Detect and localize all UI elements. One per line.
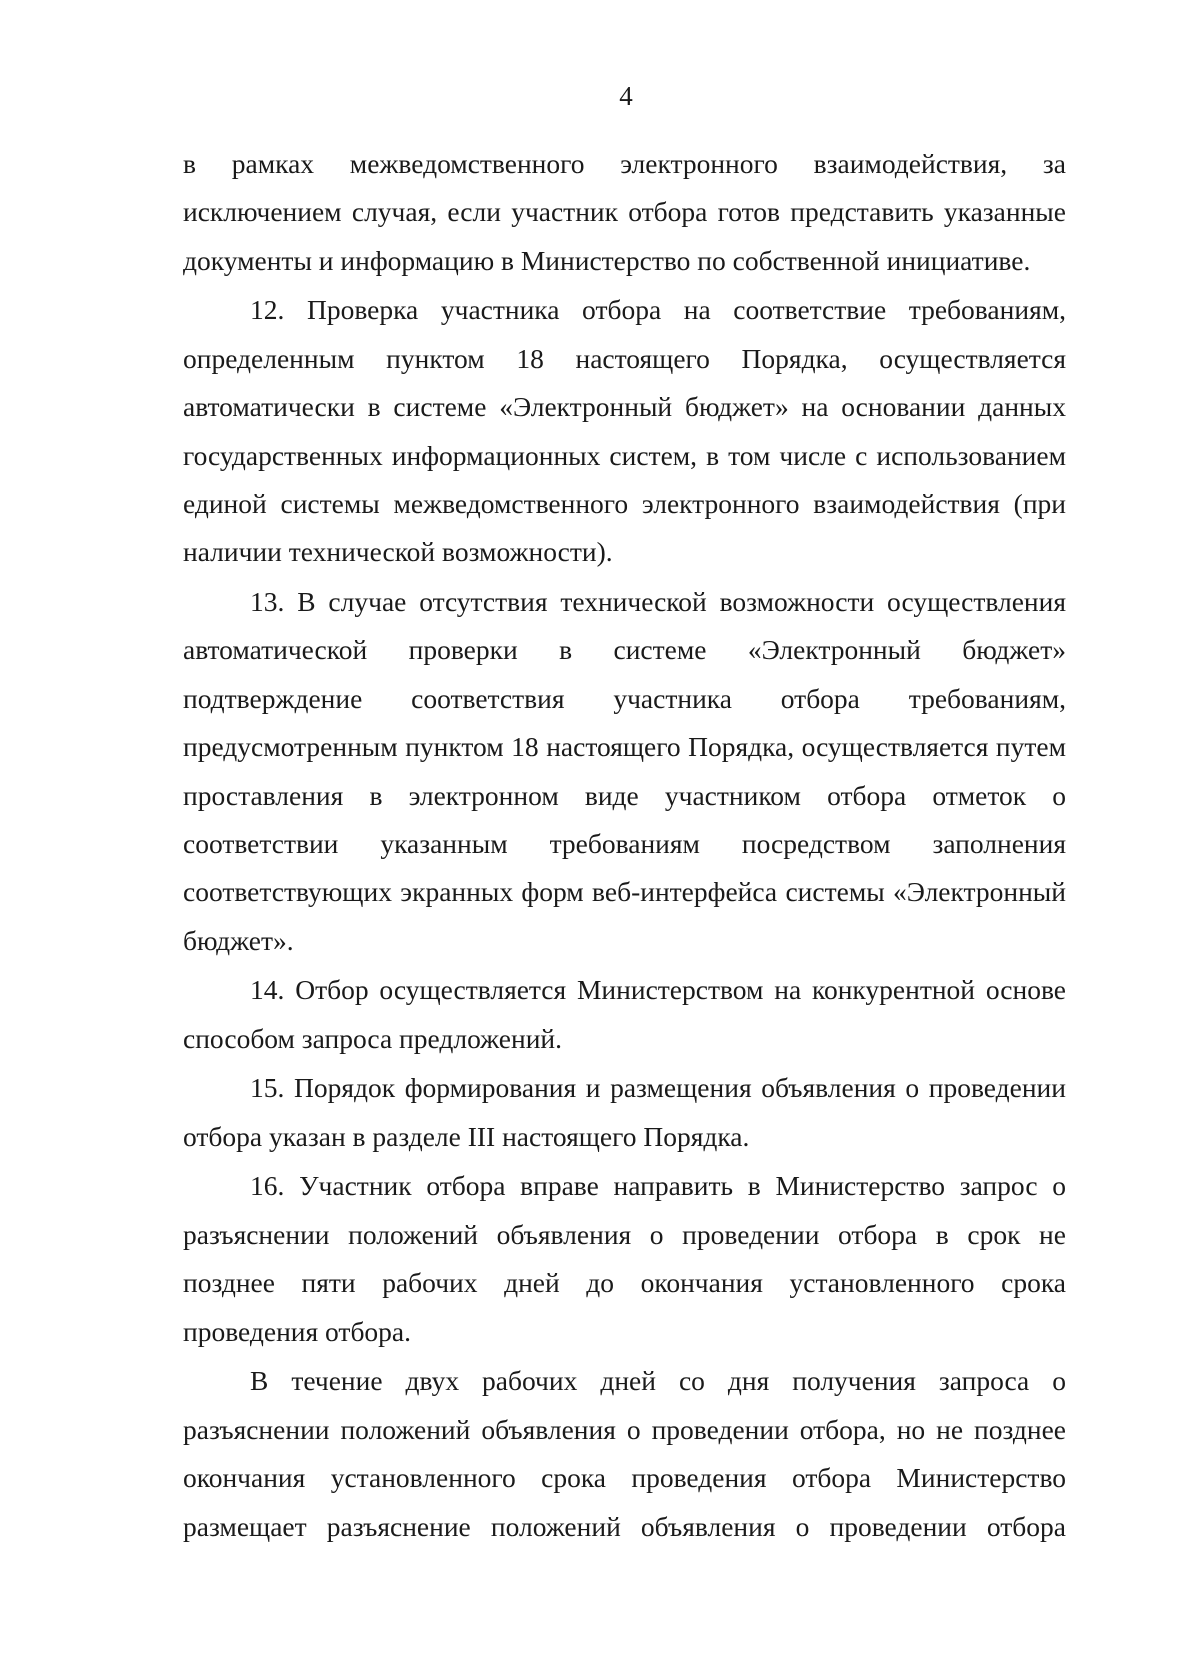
paragraph-13: 13. В случае отсутствия технической возможности осуществления автоматической проверки в системе «Электронный бюджет» подтверждение соответствия участника отбора требованиям, предусмотренным пунктом 18 настоящего Порядка, осуществляется путем проставления в электронном виде участником отбора отметок о соответствии указанным требованиям посредством заполнения соответствующих экранных форм веб-интерфейса системы «Электронный бюджет». (183, 586, 1066, 956)
paragraph-12: 12. Проверка участника отбора на соответствие требованиям, определенным пунктом 18 настоящего Порядка, осуществляется автоматически в системе «Электронный бюджет» на основании данных государственных информационных систем, в том числе с использованием единой системы межведомственного электронного взаимодействия (при наличии технической возможности). (183, 294, 1066, 568)
paragraph-16: 16. Участник отбора вправе направить в Министерство запрос о разъяснении положений объявления о проведении отбора в срок не позднее пяти рабочих дней до окончания установленного срока проведения отбора. (183, 1170, 1066, 1347)
paragraph-15: 15. Порядок формирования и размещения объявления о проведении отбора указан в разделе III настоящего Порядка. (183, 1072, 1066, 1152)
paragraph-14: 14. Отбор осуществляется Министерством на конкурентной основе способом запроса предложений. (183, 974, 1066, 1054)
paragraph-continuation: в рамках межведомственного электронного взаимодействия, за исключением случая, если участник отбора готов представить указанные документы и информацию в Министерство по собственной инициативе. (183, 148, 1066, 276)
page-number: 4 (619, 81, 633, 111)
paragraph-16-clarification: В течение двух рабочих дней со дня получения запроса о разъяснении положений объявления о проведении отбора, но не позднее окончания установленного срока проведения отбора Министерство размещает разъяснение положений объявления о проведении отбора (183, 1365, 1066, 1542)
document-body (183, 140, 1066, 1551)
